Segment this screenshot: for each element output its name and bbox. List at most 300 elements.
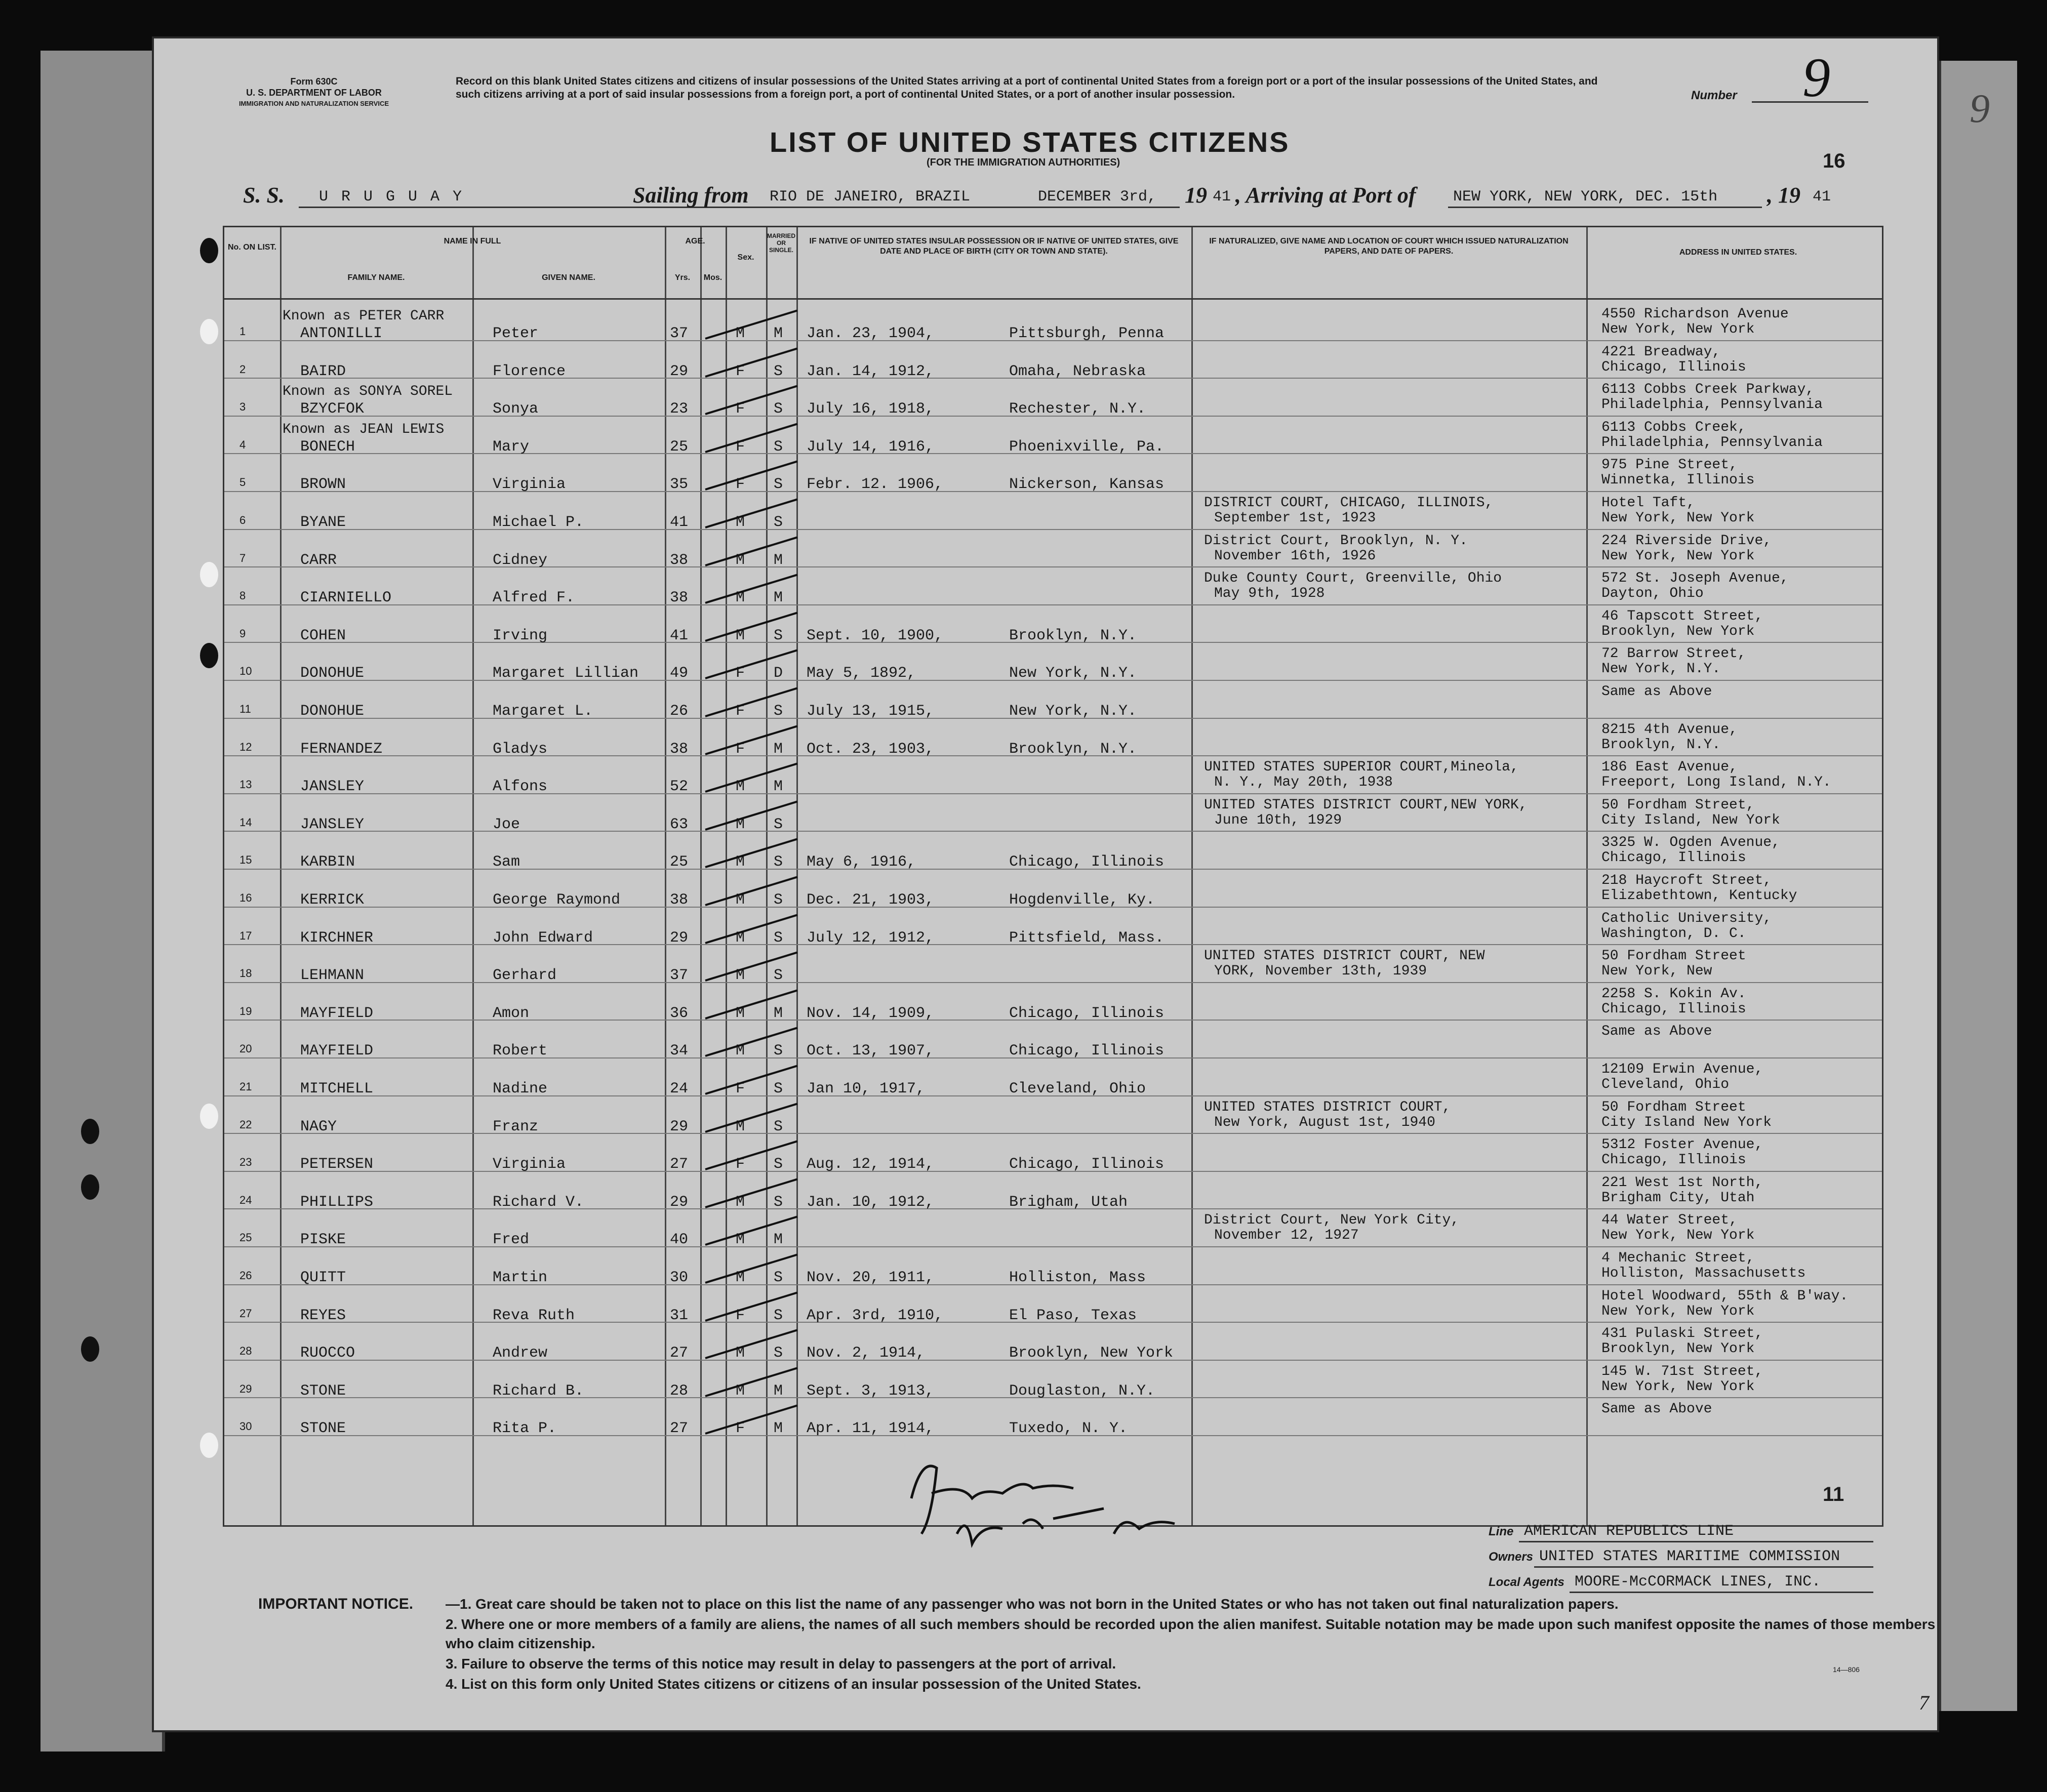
marital-status: M	[774, 589, 783, 607]
given-name: Mary	[493, 438, 530, 456]
row-number: 6	[239, 514, 246, 526]
page-subtitle: (FOR THE IMMIGRATION AUTHORITIES)	[927, 157, 1120, 168]
family-name: DONOHUE	[300, 703, 365, 720]
family-name: KARBIN	[300, 853, 355, 871]
marital-status: S	[774, 1345, 783, 1362]
address-line1: 50 Fordham Street	[1601, 948, 1746, 964]
row-number: 3	[239, 400, 246, 414]
row-number: 13	[239, 778, 252, 791]
header-native: IF NATIVE OF UNITED STATES INSULAR POSSESSION OR IF NATIVE OF UNITED STATES, GIVE DATE AND PLACE OF BIRTH (CITY OR TOWN AND STATE).	[809, 237, 1179, 256]
sex: F	[736, 438, 745, 456]
birth-date: Nov. 2, 1914,	[807, 1345, 926, 1362]
birth-place: Tuxedo, N. Y.	[1009, 1420, 1128, 1438]
age: 34	[670, 1042, 689, 1060]
check-mark	[705, 687, 797, 717]
birth-date: Jan 10, 1917,	[807, 1080, 926, 1097]
sex: M	[736, 514, 745, 531]
form-code: 14—806	[1833, 1665, 1860, 1674]
known-as: Known as JEAN LEWIS	[283, 421, 445, 437]
naturalization-court: Duke County Court, Greenville, Ohio	[1204, 571, 1502, 587]
address-line1: 218 Haycroft Street,	[1601, 873, 1772, 888]
birth-place: Hogdenville, Ky.	[1009, 891, 1155, 909]
given-name: Rita P.	[493, 1420, 557, 1438]
birth-place: New York, N.Y.	[1009, 703, 1137, 720]
address-line2: City Island New York	[1601, 1114, 1772, 1130]
row-number: 21	[239, 1080, 252, 1093]
year-prefix: 19	[1185, 183, 1207, 208]
notice-item: —1. Great care should be taken not to place on this list the name of any passenger who was not born in the United States or who has not taken out final naturalization papers.	[446, 1596, 1619, 1612]
address-line1: 50 Fordham Street	[1601, 1099, 1746, 1115]
check-mark	[705, 612, 797, 641]
age: 27	[670, 1345, 689, 1362]
binder-hole	[81, 1336, 99, 1362]
sex: M	[736, 1118, 745, 1135]
record-instructions: Record on this blank United States citizens and citizens of insular possessions of the United States arriving at a port of continental United States from a foreign port or a port of the insular possessions of the United States, and such citizens arriving at a port of said insular possessions from a foreign port, a port of continental United States, or a port of another insular possession.	[456, 75, 1598, 100]
row-number: 24	[239, 1193, 252, 1206]
given-name: George Raymond	[493, 891, 621, 909]
address-line2: Cleveland, Ohio	[1601, 1077, 1730, 1092]
birth-place: Pittsfield, Mass.	[1009, 929, 1165, 947]
naturalization-court: DISTRICT COURT, CHICAGO, ILLINOIS,	[1204, 495, 1494, 511]
birth-date: Jan. 23, 1904,	[807, 325, 935, 342]
check-mark	[705, 876, 797, 906]
given-name: Franz	[493, 1118, 539, 1135]
birth-date: Sept. 3, 1913,	[807, 1382, 935, 1400]
sex: M	[736, 1345, 745, 1362]
family-name: COHEN	[300, 627, 346, 644]
address-line1: 50 Fordham Street,	[1601, 797, 1755, 813]
birth-date: Febr. 12. 1906,	[807, 476, 944, 494]
naturalization-date: September 1st, 1923	[1214, 510, 1376, 526]
department: U. S. DEPARTMENT OF LABOR	[246, 88, 382, 98]
age: 24	[670, 1080, 689, 1097]
naturalization-date: June 10th, 1929	[1214, 812, 1342, 828]
row-number: 7	[239, 551, 246, 564]
age: 37	[670, 967, 689, 985]
age: 29	[670, 1193, 689, 1211]
known-as: Known as PETER CARR	[283, 308, 445, 324]
marital-status: S	[774, 438, 783, 456]
birth-date: Sept. 10, 1900,	[807, 627, 944, 644]
marital-status: M	[774, 325, 783, 342]
arriving-port: NEW YORK, NEW YORK, DEC. 15th	[1453, 188, 1718, 206]
address-line2: Washington, D. C.	[1601, 925, 1746, 942]
marital-status: S	[774, 514, 783, 531]
address-line1: 5312 Foster Avenue,	[1601, 1137, 1763, 1153]
check-mark	[705, 310, 797, 340]
sex: M	[736, 853, 745, 871]
owners-label: Owners	[1489, 1550, 1534, 1564]
sex: M	[736, 627, 745, 644]
header-sex: Sex.	[737, 253, 754, 262]
marital-status: S	[774, 1080, 783, 1097]
naturalization-date: YORK, November 13th, 1939	[1214, 963, 1427, 980]
header-naturalized: IF NATURALIZED, GIVE NAME AND LOCATION OF COURT WHICH ISSUED NATURALIZATION PAPERS, AND DATE OF PAPERS.	[1209, 237, 1569, 256]
corner-mark: 7	[1919, 1691, 1929, 1714]
check-mark	[705, 347, 797, 377]
marital-status: M	[774, 778, 783, 796]
family-name: BONECH	[300, 438, 355, 456]
header-married-single: MARRIED OR SINGLE.	[767, 232, 795, 254]
binder-hole	[200, 1433, 218, 1458]
check-mark	[705, 725, 797, 755]
birth-date: May 6, 1916,	[807, 853, 916, 871]
marital-status: M	[774, 740, 783, 758]
age: 31	[670, 1307, 689, 1324]
sex: M	[736, 1231, 745, 1249]
sex: M	[736, 551, 745, 569]
family-name: BZYCFOK	[300, 400, 365, 418]
family-name: QUITT	[300, 1269, 346, 1286]
birth-place: Brooklyn, N.Y.	[1009, 740, 1137, 758]
age: 25	[670, 853, 689, 871]
family-name: JANSLEY	[300, 778, 365, 796]
sex: F	[736, 1156, 745, 1173]
binder-hole	[81, 1174, 99, 1200]
given-name: Peter	[493, 325, 539, 342]
check-mark	[705, 763, 797, 796]
family-name: STONE	[300, 1382, 346, 1400]
age: 23	[670, 400, 689, 418]
row-number: 25	[239, 1231, 252, 1244]
sailing-date: DECEMBER 3rd,	[1038, 188, 1157, 206]
check-mark	[705, 423, 797, 453]
sex: M	[736, 778, 745, 796]
marital-status: D	[774, 665, 783, 682]
address-line2: Freeport, Long Island, N.Y.	[1601, 775, 1831, 791]
check-mark	[705, 800, 797, 830]
age: 38	[670, 740, 689, 758]
check-mark	[705, 385, 797, 415]
age: 41	[670, 627, 689, 644]
header-no: No. ON LIST.	[228, 243, 276, 252]
birth-date: Oct. 13, 1907,	[807, 1042, 935, 1060]
sex: F	[736, 665, 745, 682]
row-number: 5	[239, 476, 246, 489]
row-number: 23	[239, 1156, 252, 1169]
given-name: Gerhard	[493, 967, 557, 985]
marital-status: M	[774, 1004, 783, 1022]
notice-item: 3. Failure to observe the terms of this notice may result in delay to passengers at the port of arrival.	[446, 1656, 1116, 1672]
check-mark	[705, 1291, 797, 1321]
birth-place: Douglaston, N.Y.	[1009, 1382, 1155, 1400]
birth-place: New York, N.Y.	[1009, 665, 1137, 682]
ss-label: S. S.	[243, 183, 285, 208]
given-name: Irving	[493, 627, 548, 644]
marital-status: S	[774, 1156, 783, 1173]
binder-hole	[200, 238, 218, 263]
birth-date: Jan. 10, 1912,	[807, 1193, 935, 1211]
address-line2: Elizabethtown, Kentucky	[1601, 888, 1797, 904]
birth-place: Chicago, Illinois	[1009, 1004, 1165, 1022]
family-name: MAYFIELD	[300, 1042, 374, 1060]
address-line1: Hotel Taft,	[1601, 495, 1695, 511]
sex: M	[736, 1004, 745, 1022]
address-line2: Winnetka, Illinois	[1601, 472, 1755, 488]
family-name: KERRICK	[300, 891, 365, 909]
sex: M	[736, 929, 745, 947]
marital-status: M	[774, 1231, 783, 1249]
number-label: Number	[1691, 89, 1737, 102]
family-name: CIARNIELLO	[300, 589, 392, 607]
address-line1: 8215 4th Avenue,	[1601, 721, 1738, 738]
check-mark	[705, 1103, 797, 1132]
birth-place: Phoenixville, Pa.	[1009, 438, 1165, 456]
address-line2: Chicago, Illinois	[1601, 359, 1746, 375]
birth-date: July 13, 1915,	[807, 703, 935, 720]
row-number: 26	[239, 1269, 252, 1282]
given-name: Alfred F.	[493, 589, 575, 607]
birth-place: Holliston, Mass	[1009, 1269, 1146, 1286]
marital-status: S	[774, 891, 783, 909]
birth-place: Chicago, Illinois	[1009, 1156, 1165, 1173]
form-identifier	[233, 76, 395, 109]
row-number: 19	[239, 1004, 252, 1017]
row-number: 2	[239, 362, 246, 376]
sailing-from-label: Sailing from	[633, 183, 749, 208]
family-name: BROWN	[300, 476, 346, 494]
address-line1: 186 East Avenue,	[1601, 759, 1738, 776]
given-name: Joe	[493, 816, 520, 833]
address-line1: 12109 Erwin Avenue,	[1601, 1062, 1763, 1077]
header-family-name: FAMILY NAME.	[347, 273, 405, 282]
birth-place: Rechester, N.Y.	[1009, 400, 1146, 418]
local-agents-value: MOORE-McCORMACK LINES, INC.	[1575, 1573, 1821, 1591]
marital-status: S	[774, 400, 783, 418]
given-name: Virginia	[493, 1156, 566, 1173]
birth-date: Dec. 21, 1903,	[807, 891, 935, 909]
known-as: Known as SONYA SOREL	[283, 384, 453, 400]
margin-number: 9	[1970, 87, 1990, 131]
address-line1: 46 Tapscott Street,	[1601, 608, 1763, 624]
age: 52	[670, 778, 689, 796]
sailing-from-value: RIO DE JANEIRO, BRAZIL	[770, 188, 971, 206]
sailing-line	[243, 182, 1863, 213]
birth-date: July 12, 1912,	[807, 929, 935, 947]
row-divider	[224, 604, 1882, 605]
address-line2: New York, New	[1601, 963, 1712, 980]
address-line1: 2258 S. Kokin Av.	[1601, 986, 1746, 1002]
given-name: Richard B.	[493, 1382, 584, 1400]
naturalization-date: November 16th, 1926	[1214, 548, 1376, 564]
address-line2: Dayton, Ohio	[1601, 586, 1704, 602]
naturalization-court: UNITED STATES DISTRICT COURT,NEW YORK,	[1204, 797, 1528, 813]
age: 30	[670, 1269, 689, 1286]
address-line1: Same as Above	[1601, 1024, 1712, 1040]
age: 38	[670, 891, 689, 909]
sex: M	[736, 1042, 745, 1060]
birth-place: Chicago, Illinois	[1009, 1042, 1165, 1060]
page-number: 16	[1823, 150, 1845, 172]
check-mark	[705, 499, 797, 528]
check-mark	[705, 952, 797, 985]
row-divider	[224, 566, 1882, 567]
family-name: MAYFIELD	[300, 1004, 374, 1022]
address-line1: 221 West 1st North,	[1601, 1174, 1763, 1191]
marital-status: M	[774, 1382, 783, 1400]
family-name: JANSLEY	[300, 816, 365, 833]
sex: M	[736, 816, 745, 833]
row-number: 29	[239, 1382, 252, 1395]
header-age: AGE.	[685, 237, 705, 246]
check-mark	[705, 649, 797, 679]
given-name: Martin	[493, 1269, 548, 1286]
address-line1: 4550 Richardson Avenue	[1601, 306, 1789, 322]
birth-date: Apr. 11, 1914,	[807, 1420, 935, 1438]
age: 28	[670, 1382, 689, 1400]
binder-strip	[41, 51, 165, 1752]
address-line1: 6113 Cobbs Creek,	[1601, 419, 1746, 435]
address-line1: 72 Barrow Street,	[1601, 646, 1746, 662]
address-line2: Brigham City, Utah	[1601, 1190, 1755, 1206]
age: 40	[670, 1231, 689, 1249]
row-number: 12	[239, 740, 252, 753]
sex: M	[736, 1193, 745, 1211]
birth-date: Oct. 23, 1903,	[807, 740, 935, 758]
notice-item: 2. Where one or more members of a family are aliens, the names of all such members should be recorded upon the alien manifest. Suitable notation may be made upon such manifest opposite the names of those members who claim citizenship.	[446, 1616, 1936, 1651]
sex: M	[736, 891, 745, 909]
sex: F	[736, 1307, 745, 1324]
address-line1: 4 Mechanic Street,	[1601, 1250, 1755, 1266]
row-number: 10	[239, 665, 252, 678]
given-name: Sonya	[493, 400, 539, 418]
row-number: 14	[239, 816, 252, 829]
age: 26	[670, 703, 689, 720]
passenger-table	[223, 226, 1883, 1527]
birth-place: Brooklyn, New York	[1009, 1345, 1174, 1362]
age: 35	[670, 476, 689, 494]
row-number: 8	[239, 589, 246, 602]
address-line2: New York, New York	[1601, 1228, 1755, 1244]
given-name: Richard V.	[493, 1193, 584, 1211]
page-title: LIST OF UNITED STATES CITIZENS	[770, 126, 1290, 158]
given-name: Sam	[493, 853, 520, 871]
age: 25	[670, 438, 689, 456]
notice-item: 4. List on this form only United States citizens or citizens of an insular possession of the United States.	[446, 1676, 1141, 1692]
row-number: 22	[239, 1118, 252, 1131]
naturalization-court: UNITED STATES SUPERIOR COURT,Mineola,	[1204, 759, 1519, 776]
check-mark	[705, 1027, 797, 1057]
marital-status: M	[774, 1420, 783, 1438]
family-name: LEHMANN	[300, 967, 365, 985]
family-name: DONOHUE	[300, 665, 365, 682]
naturalization-date: November 12, 1927	[1214, 1228, 1359, 1244]
arriving-label: , Arriving at Port of	[1235, 183, 1416, 208]
address-line1: Catholic University,	[1601, 910, 1772, 926]
address-line2: Brooklyn, New York	[1601, 1341, 1755, 1357]
binder-hole	[81, 1119, 99, 1144]
marital-status: S	[774, 967, 783, 985]
address-line2: Chicago, Illinois	[1601, 1001, 1746, 1017]
row-number: 4	[239, 438, 246, 451]
address-line1: Same as Above	[1601, 684, 1712, 700]
service: IMMIGRATION AND NATURALIZATION SERVICE	[238, 100, 389, 107]
address-line2: Philadelphia, Pennsylvania	[1601, 434, 1823, 451]
address-line1: 145 W. 71st Street,	[1601, 1363, 1763, 1379]
birth-place: El Paso, Texas	[1009, 1307, 1137, 1324]
birth-place: Nickerson, Kansas	[1009, 476, 1165, 494]
year-suffix: 41	[1213, 188, 1231, 206]
header-mos: Mos.	[703, 273, 723, 282]
header-address: ADDRESS IN UNITED STATES.	[1679, 248, 1797, 257]
address-line1: 6113 Cobbs Creek Parkway,	[1601, 382, 1815, 398]
age: 29	[670, 1118, 689, 1135]
birth-date: Aug. 12, 1914,	[807, 1156, 935, 1173]
given-name: Margaret Lillian	[493, 665, 639, 682]
naturalization-date: May 9th, 1928	[1214, 586, 1325, 602]
given-name: Nadine	[493, 1080, 548, 1097]
birth-place: Omaha, Nebraska	[1009, 362, 1146, 380]
birth-place: Brigham, Utah	[1009, 1193, 1128, 1211]
birth-date: May 5, 1892,	[807, 665, 916, 682]
age: 29	[670, 362, 689, 380]
row-number: 16	[239, 891, 252, 904]
marital-status: S	[774, 1307, 783, 1324]
sex: F	[736, 476, 745, 494]
family-name: BYANE	[300, 514, 346, 531]
naturalization-court: UNITED STATES DISTRICT COURT, NEW	[1204, 948, 1485, 964]
check-mark	[705, 989, 797, 1019]
sex: M	[736, 1382, 745, 1400]
line-label: Line	[1489, 1525, 1514, 1538]
family-name: NAGY	[300, 1118, 337, 1135]
given-name: Alfons	[493, 778, 548, 796]
signature-icon	[901, 1438, 1205, 1569]
birth-place: Brooklyn, N.Y.	[1009, 627, 1137, 644]
check-mark	[705, 461, 797, 494]
given-name: Florence	[493, 362, 566, 380]
binder-hole	[200, 319, 218, 344]
family-name: RUOCCO	[300, 1345, 355, 1362]
check-mark	[705, 1141, 797, 1170]
row-divider	[224, 529, 1882, 530]
birth-date: July 14, 1916,	[807, 438, 935, 456]
birth-date: Jan. 14, 1912,	[807, 362, 935, 380]
birth-place: Pittsburgh, Penna	[1009, 325, 1165, 342]
marital-status: S	[774, 362, 783, 380]
header-given-name: GIVEN NAME.	[542, 273, 595, 282]
address-line2: New York, New York	[1601, 321, 1755, 337]
arrival-year-suffix: 41	[1813, 188, 1831, 206]
row-number: 1	[239, 325, 246, 338]
header-name-in-full: NAME IN FULL	[444, 237, 501, 246]
row-divider	[224, 1133, 1882, 1134]
given-name: Fred	[493, 1231, 530, 1249]
address-line2: Philadelphia, Pennsylvania	[1601, 397, 1823, 413]
marital-status: S	[774, 1042, 783, 1060]
back-sheet	[1939, 61, 2017, 1711]
check-mark	[705, 1329, 797, 1359]
row-number: 18	[239, 967, 252, 980]
naturalization-date: New York, August 1st, 1940	[1214, 1114, 1435, 1130]
row-divider	[224, 831, 1882, 832]
family-name: PETERSEN	[300, 1156, 374, 1173]
given-name: Robert	[493, 1042, 548, 1060]
marital-status: S	[774, 816, 783, 833]
birth-place: Cleveland, Ohio	[1009, 1080, 1146, 1097]
address-line1: 572 St. Joseph Avenue,	[1601, 571, 1789, 587]
age: 36	[670, 1004, 689, 1022]
address-line2: New York, New York	[1601, 1303, 1755, 1319]
age: 27	[670, 1420, 689, 1438]
birth-place: Chicago, Illinois	[1009, 853, 1165, 871]
given-name: Reva Ruth	[493, 1307, 575, 1324]
address-line2: Chicago, Illinois	[1601, 850, 1746, 866]
check-mark	[705, 574, 797, 607]
header-yrs: Yrs.	[674, 273, 691, 282]
marital-status: S	[774, 929, 783, 947]
check-mark	[705, 1065, 797, 1095]
